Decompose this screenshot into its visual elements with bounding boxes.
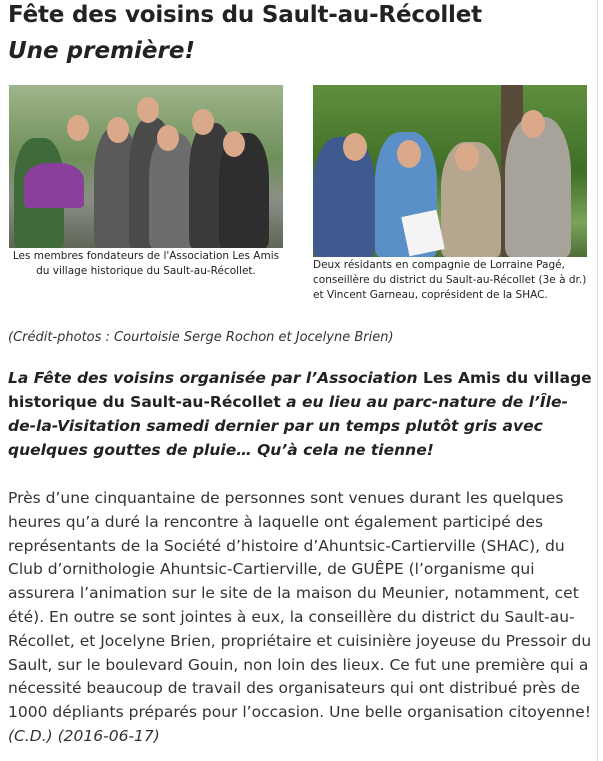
article-lead [8,366,593,462]
article-title: Fête des voisins du Sault-au-Récollet [8,2,482,28]
photo-caption: Deux résidants en compagnie de Lorraine Pagé, conseillère du district du Sault-au-Récollet (3e à dr.) et Vincent Garneau, coprésident de la SHAC. [313,259,587,301]
page-border [597,0,598,761]
article-subtitle: Une première! [8,38,195,64]
lead-italic: a eu lieu au parc-nature de l’Île-de-la-Visitation samedi dernier par un temps plutôt gris avec quelques gouttes de pluie… Qu’à cela ne tienne! [8,393,568,459]
lead-italic: La Fête des voisins organisée par l’Association [8,369,418,387]
article-body [8,487,594,749]
association-name: Les Amis du village historique du Sault-au-Récollet [8,369,592,411]
article-signature: (C.D.) (2016-06-17) [8,726,160,745]
photo-founders [9,85,283,248]
body-text: Près d’une cinquantaine de personnes sont venues durant les quelques heures qu’a duré la rencontre à laquelle ont également participé des représentants de la Société d’histoire d’Ahuntsic-Cartierville (SHAC), du Club d’ornithologie Ahuntsic-Cartierville, de GUÊPE (l’organisme qui assurera l’animation sur le site de la maison du Meunier, notamment, cet été). En outre se sont jointes à eux, la conseillère du district du Sault-au-Récollet, et Jocelyne Brien, propriétaire et cuisinière joyeuse du Pressoir du Sault, sur le boulevard Gouin, non loin des lieux. Ce fut une première qui a nécessité beaucoup de travail des organisateurs qui ont distribué près de 1000 dépliants préparés pour l’occasion. Une belle organisation citoyenne! [8,489,592,722]
photo-caption: Les membres fondateurs de l'Association Les Amis du village historique du Sault-au-Récollet. [12,250,280,277]
photo-credit: (Crédit-photos : Courtoisie Serge Rochon et Jocelyne Brien) [8,330,394,345]
photo-residents [313,85,587,257]
